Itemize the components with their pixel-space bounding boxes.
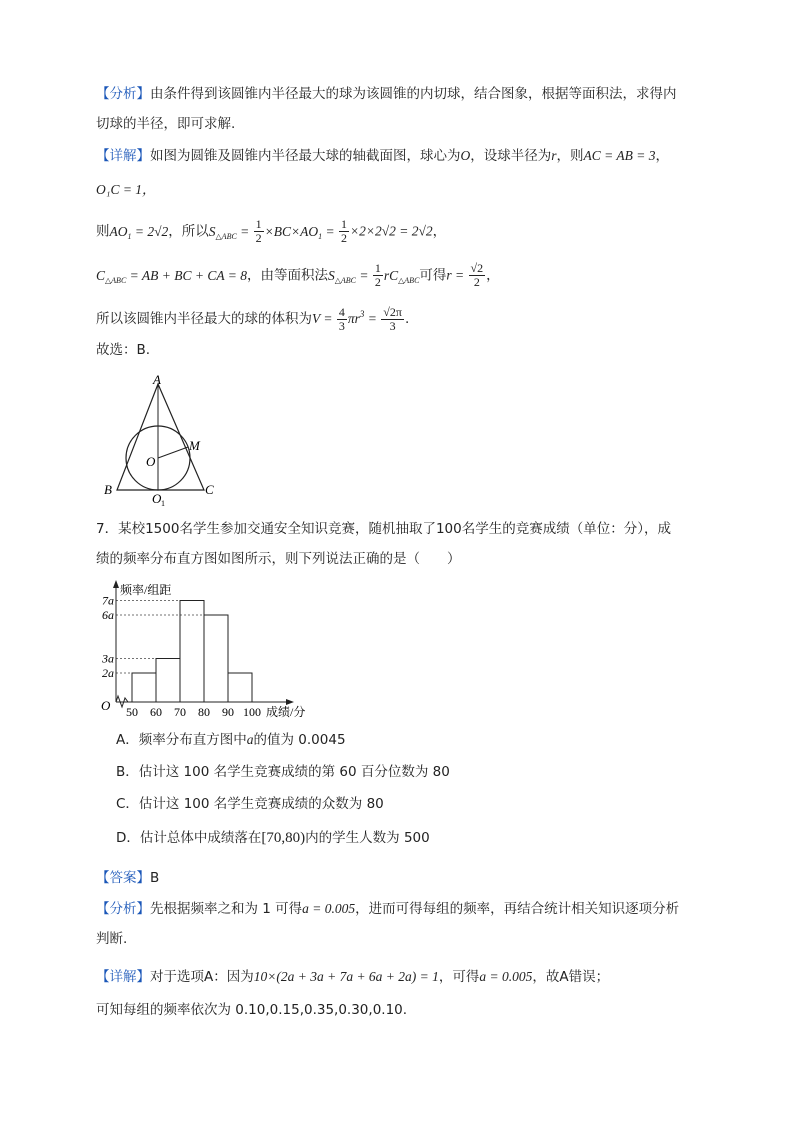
- q7-option-c: C．估计这 100 名学生竞赛成绩的众数为 80: [116, 796, 384, 812]
- q7-stem-line1: 7．某校1500名学生参加交通安全知识竞赛，随机抽取了100名学生的竞赛成绩（单位：分），成: [96, 521, 671, 537]
- histogram-dashed-guides: [116, 601, 204, 674]
- histogram-bar-70-80: [180, 601, 204, 703]
- histogram-bars: [132, 601, 252, 703]
- analysis-tag: 【分析】: [96, 86, 150, 102]
- q7-option-a: A．频率分布直方图中a的值为 0.0045: [116, 732, 346, 748]
- histogram-bar-80-90: [204, 615, 228, 702]
- label-m: M: [189, 438, 200, 453]
- label-o1: O: [152, 491, 162, 506]
- label-o1-sub: 1: [161, 499, 165, 508]
- q7-option-d: D．估计总体中成绩落在[70,80)内的学生人数为 500: [116, 830, 430, 846]
- label-b: B: [104, 482, 112, 497]
- q6-analysis-line1: [96, 84, 677, 104]
- origin-label: O: [101, 698, 111, 713]
- histogram-bar-50-60: [132, 673, 156, 702]
- answer-value: B: [150, 870, 160, 886]
- q7-option-b: B．估计这 100 名学生竞赛成绩的第 60 百分位数为 80: [116, 764, 450, 780]
- q6-ac-ab-eq: AC = AB = 3: [583, 148, 656, 163]
- y-tick-6a: 6a: [102, 608, 114, 622]
- label-o: O: [146, 454, 156, 469]
- x-axis-label: 成绩/分: [266, 705, 306, 719]
- x-tick-90: 90: [222, 705, 234, 719]
- q7-analysis-line1: 【分析】先根据频率之和为 1 可得a = 0.005，进而可得每组的频率，再结合统计相关知识逐项分析: [96, 901, 680, 917]
- q6-detail-line5: 所以该圆锥内半径最大的球的体积为V = $\frac{4}{3}$ $\pi r^3$ = $\frac{√2\pi}{3}$ .: [96, 304, 410, 333]
- y-axis-label: 频率/组距: [120, 583, 172, 597]
- label-c: C: [205, 482, 214, 497]
- q7-analysis-line2: 判断.: [96, 931, 128, 947]
- q6-detail-line3: 则$AO_1 = 2√2$，所以$S_{\triangle ABC}$ = $\frac{1}{2}$ $\times BC\times AO_1$ = $\frac{1}{2}$ ×2×2√2 = 2√2，: [96, 217, 447, 245]
- x-tick-100: 100: [243, 705, 261, 719]
- cone-cross-section-figure: [96, 370, 226, 510]
- answer-tag: 【答案】: [96, 870, 150, 886]
- q7-stem-line2: 绩的频率分布直方图如图所示，则下列说法正确的是（ ）: [96, 551, 461, 567]
- y-tick-7a: 7a: [102, 593, 114, 608]
- frequency-histogram: [90, 574, 330, 720]
- q6-analysis-line2: 切球的半径，即可求解.: [96, 116, 236, 132]
- q6-analysis-text1: 由条件得到该圆锥内半径最大的球为该圆锥的内切球，结合图象，根据等面积法，求得内: [150, 86, 677, 102]
- q6-detail-line4: $C_{\triangle ABC}$ = AB + BC + CA = 8，由等面积法$S_{\triangle ABC}$ = $\frac{1}{2}$ $rC_{\triangle ABC}$可得r = $\frac{√2}{2}$ ，: [96, 261, 500, 289]
- x-tick-80: 80: [198, 705, 210, 719]
- y-axis-arrow: [113, 580, 119, 588]
- histogram-bar-60-70: [156, 659, 180, 703]
- q6-detail-line2: O₁C = 1，: [96, 182, 156, 197]
- q6-choose: 故选：B.: [96, 342, 151, 358]
- q6-detail-line1: 【详解】如图为圆锥及圆锥内半径最大球的轴截面图，球心为O，设球半径为r，则AC = AB = 3，: [96, 148, 669, 164]
- radius-om: [158, 447, 188, 458]
- y-tick-3a: 3a: [102, 651, 114, 666]
- x-tick-70: 70: [174, 705, 186, 719]
- label-a: A: [153, 372, 161, 387]
- y-tick-2a: 2a: [102, 666, 114, 680]
- detail-tag: 【详解】: [96, 148, 150, 164]
- q7-detail-line1: 【详解】对于选项A：因为10×(2a + 3a + 7a + 6a + 2a) = 1，可得a = 0.005，故A错误；: [96, 969, 610, 985]
- x-tick-60: 60: [150, 705, 162, 719]
- q7-answer: [96, 868, 159, 888]
- x-tick-labels: [126, 705, 261, 719]
- histogram-bar-90-100: [228, 673, 252, 702]
- y-tick-labels: [101, 594, 114, 681]
- x-tick-50: 50: [126, 705, 138, 719]
- q7-frequency-line: 可知每组的频率依次为 0.10,0.15,0.35,0.30,0.10.: [96, 1002, 408, 1018]
